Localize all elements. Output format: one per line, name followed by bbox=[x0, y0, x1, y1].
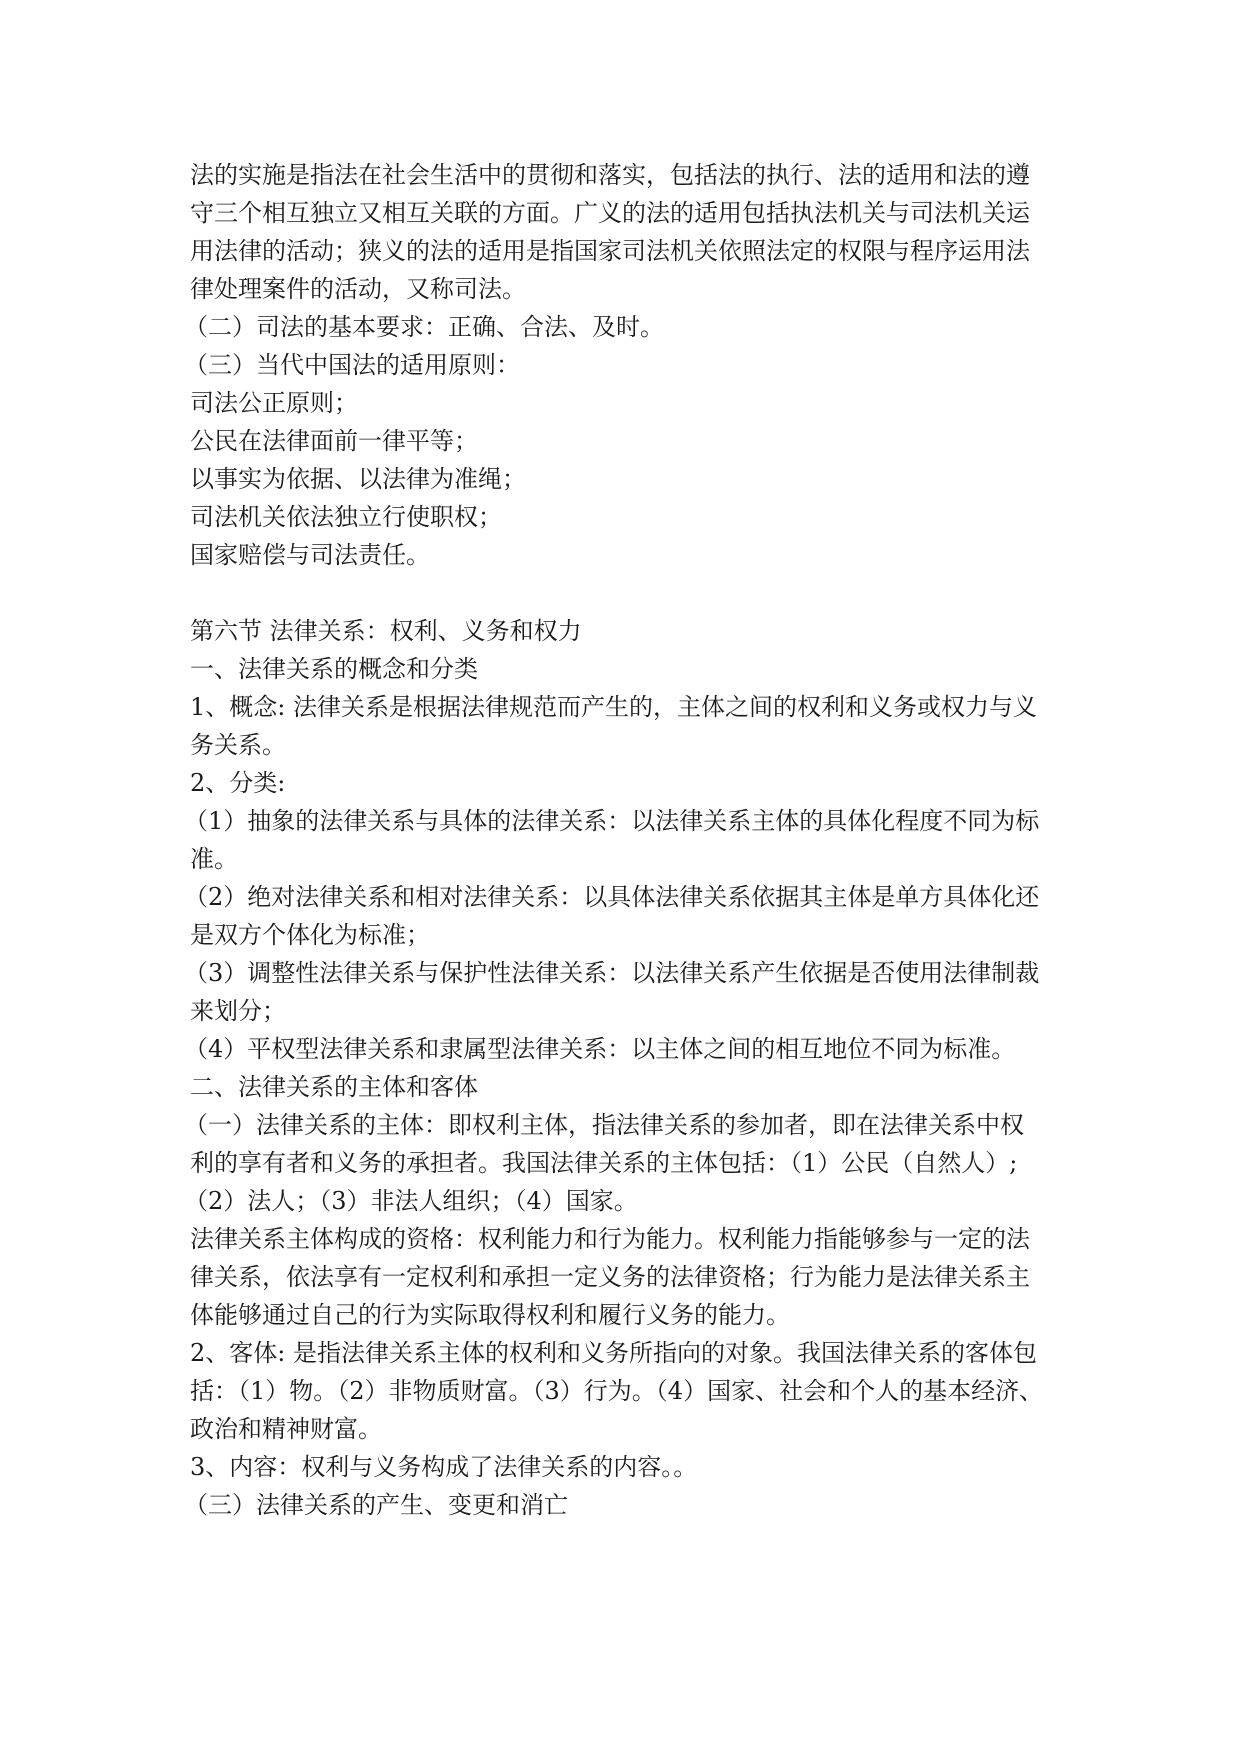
paragraph-line: （一）法律关系的主体：即权利主体，指法律关系的参加者，即在法律关系中权 bbox=[184, 1111, 1024, 1139]
subheading-line: 二、法律关系的主体和客体 bbox=[190, 1073, 478, 1101]
paragraph-line: 律处理案件的活动，又称司法。 bbox=[190, 275, 526, 303]
paragraph-line: 律关系，依法享有一定权利和承担一定义务的法律资格；行为能力是法律关系主 bbox=[190, 1263, 1030, 1291]
section-heading: 第六节 法律关系：权利、义务和权力 bbox=[190, 617, 582, 645]
paragraph-line: 务关系。 bbox=[190, 731, 286, 759]
list-item: 司法公正原则； bbox=[190, 389, 358, 417]
paragraph-line: 括：（1）物。（2）非物质财富。（3）行为。（4）国家、社会和个人的基本经济、 bbox=[190, 1377, 1044, 1405]
paragraph-line: 用法律的活动；狭义的法的适用是指国家司法机关依照法定的权限与程序运用法 bbox=[190, 237, 1030, 265]
paragraph-line: 法的实施是指法在社会生活中的贯彻和落实，包括法的执行、法的适用和法的遵 bbox=[190, 161, 1030, 189]
paragraph-line: 法律关系主体构成的资格：权利能力和行为能力。权利能力指能够参与一定的法 bbox=[190, 1225, 1030, 1253]
list-item: （2）绝对法律关系和相对法律关系：以具体法律关系依据其主体是单方具体化还 bbox=[184, 883, 1040, 911]
paragraph-line: 2、分类: bbox=[190, 769, 286, 797]
paragraph-line: 守三个相互独立又相互关联的方面。广义的法的适用包括执法机关与司法机关运 bbox=[190, 199, 1030, 227]
list-item: 以事实为依据、以法律为准绳； bbox=[190, 465, 526, 493]
list-item: 公民在法律面前一律平等； bbox=[190, 427, 478, 455]
paragraph-line: 3、内容：权利与义务构成了法律关系的内容。。 bbox=[190, 1453, 698, 1481]
subheading-line: （二）司法的基本要求：正确、合法、及时。 bbox=[184, 313, 664, 341]
subheading-line: （三）法律关系的产生、变更和消亡 bbox=[184, 1491, 568, 1519]
paragraph-line: 是双方个体化为标准； bbox=[190, 921, 430, 949]
list-item: （3）调整性法律关系与保护性法律关系：以法律关系产生依据是否使用法律制裁 bbox=[184, 959, 1040, 987]
list-item: （4）平权型法律关系和隶属型法律关系：以主体之间的相互地位不同为标准。 bbox=[184, 1035, 1016, 1063]
list-item: （1）抽象的法律关系与具体的法律关系：以法律关系主体的具体化程度不同为标 bbox=[184, 807, 1040, 835]
paragraph-line: 1、概念: 法律关系是根据法律规范而产生的，主体之间的权利和义务或权力与义 bbox=[190, 693, 1037, 721]
paragraph-line: 政治和精神财富。 bbox=[190, 1415, 382, 1443]
list-item: 司法机关依法独立行使职权； bbox=[190, 503, 502, 531]
paragraph-line: 准。 bbox=[190, 845, 238, 873]
blank-line bbox=[190, 574, 1070, 612]
list-item: 国家赔偿与司法责任。 bbox=[190, 541, 430, 569]
paragraph-line: 2、客体: 是指法律关系主体的权利和义务所指向的对象。我国法律关系的客体包 bbox=[190, 1339, 1037, 1367]
paragraph-line: （2）法人；（3）非法人组织；（4）国家。 bbox=[184, 1187, 638, 1215]
paragraph-line: 体能够通过自己的行为实际取得权利和履行义务的能力。 bbox=[190, 1301, 790, 1329]
document-body bbox=[184, 156, 1070, 1524]
subheading-line: 一、法律关系的概念和分类 bbox=[190, 655, 478, 683]
paragraph-line: 利的享有者和义务的承担者。我国法律关系的主体包括：（1）公民（自然人）; bbox=[190, 1149, 1018, 1177]
paragraph-line: 来划分； bbox=[190, 997, 286, 1025]
subheading-line: （三）当代中国法的适用原则： bbox=[184, 351, 520, 379]
